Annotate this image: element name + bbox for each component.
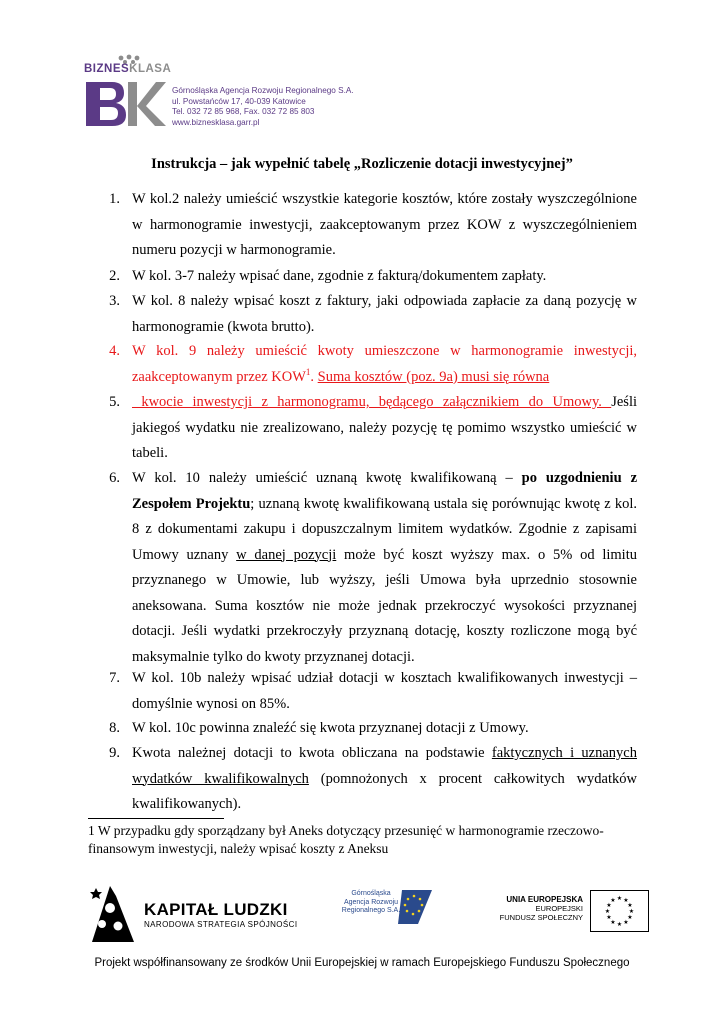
item-line — [132, 466, 637, 492]
eu-flag-icon — [590, 890, 649, 932]
item-number: 1. — [109, 191, 120, 207]
address-line: Górnośląska Agencja Rozwoju Regionalnego S.A. — [172, 86, 354, 95]
underlined-text: faktycznych i uznanych — [491, 745, 637, 761]
item-line — [132, 390, 637, 416]
item-line: maksymalnie tylko do kwoty przyznanej dotacji. — [132, 648, 415, 665]
item-number: 5. — [109, 394, 120, 410]
item-line: aneksowana. Suma kosztów nie może jednak przekroczyć wysokości przyznanej — [132, 597, 637, 614]
bold-text: po uzgodnieniu z — [521, 470, 637, 486]
item-line: 8 z dokumentami zakupu i dopuszczalnym limitem wydatków. Zgodnie z zapisami — [132, 521, 637, 537]
item-text: Kwota należnej dotacji to kwota obliczana na podstawie — [132, 745, 492, 761]
item-line — [132, 543, 637, 569]
item-line: w harmonogramie inwestycji, zaakceptowanym przez KOW z wyszczególnieniem — [132, 216, 637, 233]
item-text: Umowy uznany — [132, 546, 237, 563]
svg-text:★: ★ — [604, 908, 611, 915]
item-line: harmonogramie (kwota brutto). — [132, 318, 315, 335]
project-footer-text: Projekt współfinansowany ze środków Unii Europejskiej w ramach Europejskiego Funduszu Społecznego — [94, 957, 630, 969]
item-number: 7. — [109, 670, 120, 686]
kapital-ludzki-title: KAPITAŁ LUDZKI — [144, 900, 288, 919]
kapital-ludzki-icon — [88, 884, 138, 949]
kapital-ludzki-subtitle: NARODOWA STRATEGIA SPÓJNOŚCI — [144, 920, 298, 929]
item-line: domyślnie wynosi on 85%. — [132, 695, 290, 712]
underlined-red-text: kwocie inwestycji z harmonogramu, będącego załącznikiem do Umowy. — [132, 394, 612, 410]
svg-text:★: ★ — [623, 897, 629, 904]
item-line — [132, 365, 637, 391]
underlined-text: Suma kosztów (poz. 9a) musi się równa — [317, 368, 550, 385]
svg-text:★: ★ — [627, 914, 633, 921]
brand-wordmark — [84, 63, 171, 75]
footnote: 1 W przypadku gdy sporządzany był Aneks dotyczący przesunięć w harmonogramie rzeczowo-finansowym inwestycji, należy wpisać koszty z Aneksu — [88, 823, 604, 856]
brand-word-b: KLASA — [129, 63, 172, 75]
footnote-separator — [88, 818, 224, 819]
address-link[interactable]: www.biznesklasa.garr.pl — [172, 117, 260, 127]
document-title: Instrukcja – jak wypełnić tabelę „Rozliczenie dotacji inwestycyjnej” — [151, 156, 573, 172]
item-line — [132, 767, 637, 793]
underlined-text: wydatków kwalifikowalnych — [132, 770, 309, 787]
garr-name: Górnośląska Agencja Rozwoju Regionalnego S.A. — [341, 890, 401, 914]
item-line: jakiegoś wydatku nie zrealizowano, należy pozycję tę pomimo wszystko umieścić w — [132, 419, 637, 436]
svg-text:★: ★ — [606, 914, 612, 921]
item-line: tabeli. — [132, 445, 168, 461]
item-line: W kol. 3-7 należy wpisać dane, zgodnie z fakturą/dokumentem zapłaty. — [132, 268, 547, 284]
item-line — [132, 492, 637, 518]
agency-address — [172, 86, 354, 128]
svg-text:★: ★ — [616, 921, 623, 928]
eu-fund-label — [483, 895, 583, 922]
eu-line: FUNDUSZ SPOŁECZNY — [499, 913, 583, 922]
svg-text:★: ★ — [623, 919, 629, 926]
svg-text:★: ★ — [628, 908, 635, 915]
item-text: W kol. 10 należy umieścić uznaną kwotę kwalifikowaną – — [132, 470, 522, 486]
item-number: 8. — [109, 720, 120, 736]
item-number: 4. — [109, 343, 120, 359]
item-line: W kol. 8 należy wpisać koszt z faktury, jaki odpowiada zapłacie za daną pozycję w — [132, 293, 637, 309]
item-number: 6. — [109, 470, 120, 486]
item-line: numeru pozycji w harmonogramie. — [132, 242, 336, 258]
item-line: przyznanego w Umowie, lub wyższy, jeśli Umowa była uprzednio stosownie — [132, 572, 637, 588]
bold-text: Zespołem Projektu — [132, 495, 251, 512]
item-line: W kol.2 należy umieścić wszystkie kategorie kosztów, które zostały wyszczególnione — [132, 191, 637, 207]
item-text: . — [310, 368, 315, 385]
address-line: Tel. 032 72 85 968, Fax. 032 72 85 803 — [172, 107, 315, 117]
item-line: W kol. 9 należy umieścić kwoty umieszczone w harmonogramie inwestycji, — [132, 343, 637, 359]
svg-text:★: ★ — [610, 919, 616, 926]
svg-text:★: ★ — [606, 902, 612, 909]
svg-text:★: ★ — [627, 902, 633, 909]
item-text: zaakceptowanym przez KOW — [132, 368, 306, 385]
item-number: 9. — [109, 745, 120, 761]
item-line: W kol. 10c powinna znaleźć się kwota przyznanej dotacji z Umowy. — [132, 720, 529, 736]
item-text: może być koszt wyższy max. o 5% od limitu — [336, 546, 637, 563]
footnote-ref[interactable]: 1 — [305, 366, 311, 377]
item-text: (pomnożonych x procent całkowitych wydatków — [308, 770, 637, 787]
underlined-text: w danej pozycji — [236, 546, 337, 563]
eu-title: UNIA EUROPEJSKA — [506, 895, 583, 904]
svg-text:★: ★ — [610, 897, 616, 904]
item-text: Jeśli — [611, 394, 637, 410]
brand-word-a: BIZNES — [84, 63, 130, 75]
item-line: kwalifikowanych). — [132, 796, 242, 812]
item-line: dotacji. Jeśli wydatki przekroczyły przyznaną dotację, koszty rozliczone mogą być — [132, 623, 637, 639]
item-text: ; uznaną kwotę kwalifikowaną ustala się porównując kwotę z kol. — [250, 495, 637, 512]
bk-logo — [86, 80, 166, 133]
svg-text:★: ★ — [616, 895, 623, 902]
item-number: 3. — [109, 293, 120, 309]
address-line: ul. Powstańców 17, 40-039 Katowice — [172, 96, 306, 106]
item-number: 2. — [109, 268, 120, 284]
item-line: W kol. 10b należy wpisać udział dotacji w kosztach kwalifikowanych inwestycji – — [132, 670, 637, 686]
eu-line: EUROPEJSKI — [535, 904, 583, 913]
item-line — [132, 741, 637, 767]
